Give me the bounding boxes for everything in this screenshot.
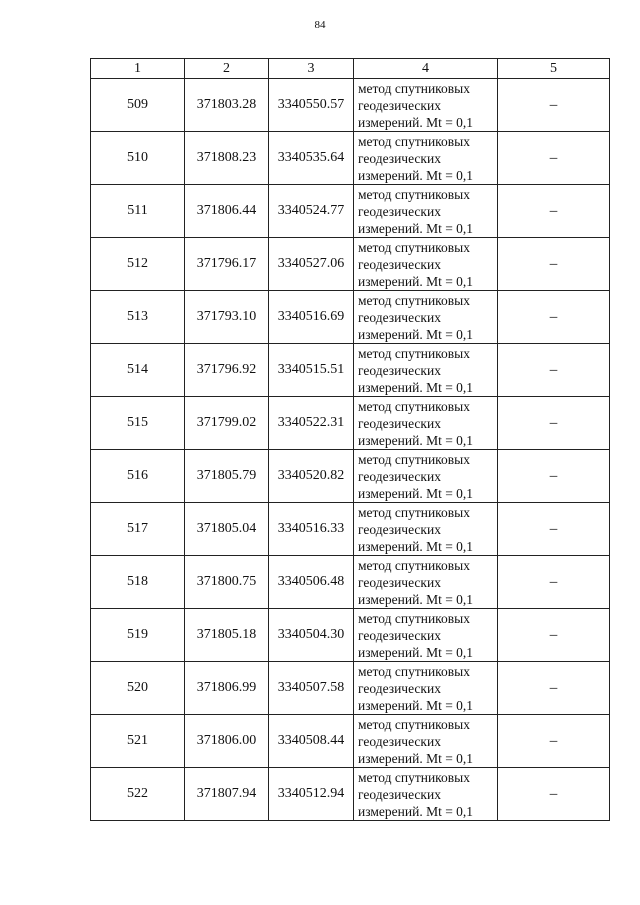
table-row: [91, 238, 610, 291]
method-description: [354, 768, 498, 821]
method-line: метод спутниковых: [358, 239, 470, 255]
table-row: [91, 556, 610, 609]
method-line: метод спутниковых: [358, 80, 470, 96]
method-line: измерений. Mt = 0,1: [358, 220, 474, 236]
method-description: [354, 344, 498, 397]
method-line: геодезических: [358, 627, 441, 643]
coordinate-x: 371805.79: [185, 450, 269, 503]
coordinate-y: 3340527.06: [269, 238, 354, 291]
coordinate-x: 371806.44: [185, 185, 269, 238]
method-line: метод спутниковых: [358, 769, 470, 785]
note-cell: –: [498, 556, 610, 609]
coordinate-x: 371806.99: [185, 662, 269, 715]
coordinate-x: 371807.94: [185, 768, 269, 821]
method-line: геодезических: [358, 150, 441, 166]
method-line: метод спутниковых: [358, 716, 470, 732]
point-number: 512: [91, 238, 185, 291]
note-cell: –: [498, 185, 610, 238]
point-number: 517: [91, 503, 185, 556]
method-description: [354, 397, 498, 450]
coordinate-y: 3340507.58: [269, 662, 354, 715]
method-line: метод спутниковых: [358, 451, 470, 467]
method-line: измерений. Mt = 0,1: [358, 167, 474, 183]
coordinate-y: 3340520.82: [269, 450, 354, 503]
column-header-4: 4: [354, 59, 498, 79]
table-row: [91, 503, 610, 556]
coordinate-y: 3340524.77: [269, 185, 354, 238]
column-header-5: 5: [498, 59, 610, 79]
column-header-1: 1: [91, 59, 185, 79]
point-number: 516: [91, 450, 185, 503]
table-row: [91, 79, 610, 132]
method-line: измерений. Mt = 0,1: [358, 591, 474, 607]
method-description: [354, 238, 498, 291]
coordinate-x: 371796.17: [185, 238, 269, 291]
coordinate-x: 371805.18: [185, 609, 269, 662]
point-number: 519: [91, 609, 185, 662]
method-line: измерений. Mt = 0,1: [358, 379, 474, 395]
table-row: [91, 132, 610, 185]
method-line: метод спутниковых: [358, 504, 470, 520]
point-number: 518: [91, 556, 185, 609]
note-cell: –: [498, 715, 610, 768]
note-cell: –: [498, 238, 610, 291]
method-line: метод спутниковых: [358, 292, 470, 308]
method-line: измерений. Mt = 0,1: [358, 538, 474, 554]
note-cell: –: [498, 609, 610, 662]
note-cell: –: [498, 450, 610, 503]
method-line: измерений. Mt = 0,1: [358, 326, 474, 342]
point-number: 513: [91, 291, 185, 344]
coordinate-x: 371796.92: [185, 344, 269, 397]
point-number: 515: [91, 397, 185, 450]
coordinate-y: 3340535.64: [269, 132, 354, 185]
note-cell: –: [498, 132, 610, 185]
coordinate-y: 3340506.48: [269, 556, 354, 609]
table-row: [91, 609, 610, 662]
coordinate-y: 3340516.33: [269, 503, 354, 556]
point-number: 520: [91, 662, 185, 715]
method-line: измерений. Mt = 0,1: [358, 273, 474, 289]
note-cell: –: [498, 79, 610, 132]
method-line: метод спутниковых: [358, 345, 470, 361]
note-cell: –: [498, 344, 610, 397]
point-number: 511: [91, 185, 185, 238]
note-cell: –: [498, 503, 610, 556]
coordinate-y: 3340512.94: [269, 768, 354, 821]
coordinate-x: 371806.00: [185, 715, 269, 768]
table-row: [91, 662, 610, 715]
table-row: [91, 715, 610, 768]
method-line: геодезических: [358, 97, 441, 113]
method-line: геодезических: [358, 468, 441, 484]
method-line: геодезических: [358, 256, 441, 272]
coordinate-x: 371800.75: [185, 556, 269, 609]
method-description: [354, 503, 498, 556]
method-description: [354, 715, 498, 768]
page-number: 84: [314, 19, 326, 31]
table-row: [91, 450, 610, 503]
method-description: [354, 79, 498, 132]
method-line: метод спутниковых: [358, 398, 470, 414]
point-number: 514: [91, 344, 185, 397]
coordinates-table: [90, 58, 610, 821]
method-line: геодезических: [358, 786, 441, 802]
point-number: 522: [91, 768, 185, 821]
method-line: метод спутниковых: [358, 186, 470, 202]
method-line: геодезических: [358, 680, 441, 696]
method-line: измерений. Mt = 0,1: [358, 485, 474, 501]
coordinate-x: 371808.23: [185, 132, 269, 185]
method-line: геодезических: [358, 415, 441, 431]
note-cell: –: [498, 397, 610, 450]
coordinate-y: 3340522.31: [269, 397, 354, 450]
coordinate-y: 3340515.51: [269, 344, 354, 397]
column-header-3: 3: [269, 59, 354, 79]
method-line: измерений. Mt = 0,1: [358, 697, 474, 713]
method-line: геодезических: [358, 203, 441, 219]
method-line: геодезических: [358, 521, 441, 537]
point-number: 509: [91, 79, 185, 132]
table-row: [91, 291, 610, 344]
method-description: [354, 450, 498, 503]
method-description: [354, 132, 498, 185]
table-row: [91, 185, 610, 238]
method-line: метод спутниковых: [358, 610, 470, 626]
method-description: [354, 609, 498, 662]
method-line: метод спутниковых: [358, 133, 470, 149]
method-description: [354, 556, 498, 609]
column-header-2: 2: [185, 59, 269, 79]
method-line: измерений. Mt = 0,1: [358, 114, 474, 130]
table-header-row: [91, 59, 610, 79]
coordinate-x: 371793.10: [185, 291, 269, 344]
coordinate-x: 371805.04: [185, 503, 269, 556]
method-line: измерений. Mt = 0,1: [358, 432, 474, 448]
method-line: измерений. Mt = 0,1: [358, 750, 474, 766]
coordinate-y: 3340508.44: [269, 715, 354, 768]
table-row: [91, 768, 610, 821]
note-cell: –: [498, 768, 610, 821]
coordinate-x: 371803.28: [185, 79, 269, 132]
method-line: геодезических: [358, 733, 441, 749]
table-row: [91, 397, 610, 450]
point-number: 510: [91, 132, 185, 185]
method-line: измерений. Mt = 0,1: [358, 644, 474, 660]
method-line: геодезических: [358, 362, 441, 378]
coordinate-y: 3340516.69: [269, 291, 354, 344]
method-line: метод спутниковых: [358, 663, 470, 679]
method-description: [354, 291, 498, 344]
method-line: метод спутниковых: [358, 557, 470, 573]
note-cell: –: [498, 291, 610, 344]
coordinate-x: 371799.02: [185, 397, 269, 450]
method-description: [354, 662, 498, 715]
coordinate-y: 3340550.57: [269, 79, 354, 132]
point-number: 521: [91, 715, 185, 768]
method-description: [354, 185, 498, 238]
method-line: измерений. Mt = 0,1: [358, 803, 474, 819]
method-line: геодезических: [358, 574, 441, 590]
method-line: геодезических: [358, 309, 441, 325]
note-cell: –: [498, 662, 610, 715]
table-row: [91, 344, 610, 397]
coordinate-y: 3340504.30: [269, 609, 354, 662]
